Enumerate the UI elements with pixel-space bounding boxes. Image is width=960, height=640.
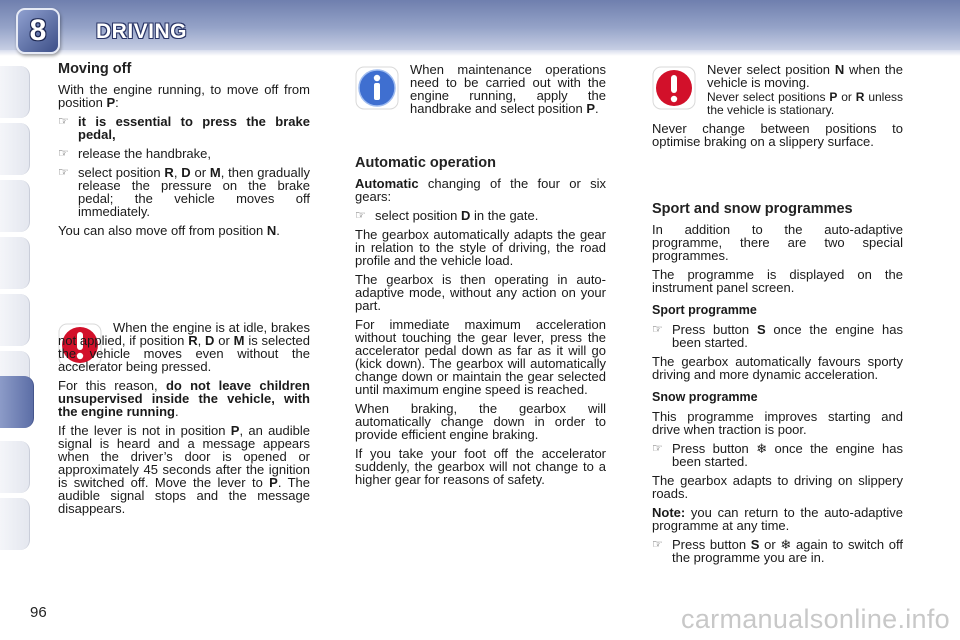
paragraph: The gearbox automatically adapts the gear in relation to the style of driving, the road profile and the vehicle load. [355,227,606,268]
list-item: ☞ release the handbrake, [58,146,211,161]
column-moving-off-warning [58,321,310,521]
chapter-tabs [0,56,34,576]
slippery-warning [652,122,903,154]
paragraph: In addition to the auto-adaptive programme, there are two special programmes. [652,222,903,263]
list-item: ☞ select position R, D or M, then gradually release the pressure on the brake pedal; the vehicle moves off immediately. [58,165,310,219]
hand-pointer-icon: ☞ [652,537,663,551]
warning-icon [652,66,696,110]
paragraph: The gearbox adapts to driving on slippery roads. [652,473,903,501]
chapter-tab-9[interactable] [0,441,30,493]
chapter-tab-2[interactable] [0,123,30,175]
list-item: ☞ Press button S once the engine has been started. [652,322,903,350]
header-divider [0,50,960,56]
hand-pointer-icon: ☞ [58,114,69,128]
stationary-warning-text: Never select positions P or R unless the vehicle is stationary. [707,90,903,117]
hand-pointer-icon: ☞ [58,165,69,179]
column-moving-off [58,63,310,243]
chapter-tab-3[interactable] [0,180,30,232]
subheading-snow: Snow programme [652,390,758,404]
paragraph: For immediate maximum acceleration without touching the gear lever, press the accelerator pedal down as far as it will go (kick down). The gearbox will automatically change down or maintain the gear selected until maximum engine speed is reached. [355,317,606,397]
paragraph: The programme is displayed on the instrument panel screen. [652,267,903,295]
section-heading-automatic-operation: Automatic operation [355,155,496,171]
paragraph: The gearbox is then operating in auto-adaptive mode, without any action on your part. [355,272,606,313]
chapter-tab-1[interactable] [0,66,30,118]
neutral-warning-box [707,63,903,119]
audible-signal-text: If the lever is not in position P, an audible signal is heard and a message appears when the driver’s door is opened or approximately 45 seconds after the ignition is switched off. Move the lever to P. The audible signal stops and the message disappears. [58,423,310,516]
hand-pointer-icon: ☞ [652,322,663,336]
info-icon [355,66,399,110]
maintenance-info-box [410,63,606,121]
column-automatic-operation [355,157,606,492]
note-text: Note: you can return to the auto-adaptive programme at any time. [652,505,903,533]
section-heading-moving-off: Moving off [58,61,132,77]
chapter-badge [16,8,60,54]
paragraph: When braking, the gearbox will automatically change down in order to provide efficient engine braking. [355,401,606,442]
list-item: ☞ Press button S or ❄ again to switch off the programme you are in. [652,537,903,565]
list-item: ☞ select position D in the gate. [355,208,539,223]
hand-pointer-icon: ☞ [652,441,663,455]
paragraph: The gearbox automatically favours sporty driving and more dynamic acceleration. [652,354,903,382]
chapter-tab-4[interactable] [0,237,30,289]
paragraph: This programme improves starting and drive when traction is poor. [652,409,903,437]
page-number: 96 [30,604,47,621]
chapter-number: 8 [29,14,47,47]
list-item: ☞ Press button ❄ once the engine has been started. [652,441,903,469]
neutral-warning-text: Never select position N when the vehicle is moving. [707,62,903,90]
subheading-sport: Sport programme [652,303,757,317]
section-heading-sport-snow: Sport and snow programmes [652,201,853,217]
snowflake-icon: ❄ [780,537,792,552]
column-sport-snow [652,203,903,570]
chapter-tab-10[interactable] [0,498,30,550]
paragraph: If you take your foot off the accelerator suddenly, the gearbox will not change to a higher gear for reasons of safety. [355,446,606,487]
hand-pointer-icon: ☞ [355,208,366,222]
also-move-off-text: You can also move off from position N. [58,223,280,238]
watermark: carmanualsonline.info [681,604,950,634]
chapter-tab-5[interactable] [0,294,30,346]
chapter-title: DRIVING [96,20,188,43]
children-warning-text: For this reason, do not leave children unsupervised inside the vehicle, with the engine running. [58,378,310,419]
hand-pointer-icon: ☞ [58,146,69,160]
moving-off-intro: With the engine running, to move off from position P: [58,82,310,110]
snowflake-icon: ❄ [756,441,768,456]
idle-warning-text: When the engine is at idle, brakes not applied, if position R, D or M is selected the vehicle moves even without the accelerator being pressed. [58,320,310,374]
list-item: ☞ it is essential to press the brake pedal, [58,114,310,142]
never-change-text: Never change between positions to optimise braking on a slippery surface. [652,121,903,149]
chapter-tab-8-active[interactable] [0,376,34,428]
maintenance-info-text: When maintenance operations need to be carried out with the engine running, apply the handbrake and select position P. [410,62,606,116]
automatic-intro: Automatic changing of the four or six gears: [355,176,606,204]
